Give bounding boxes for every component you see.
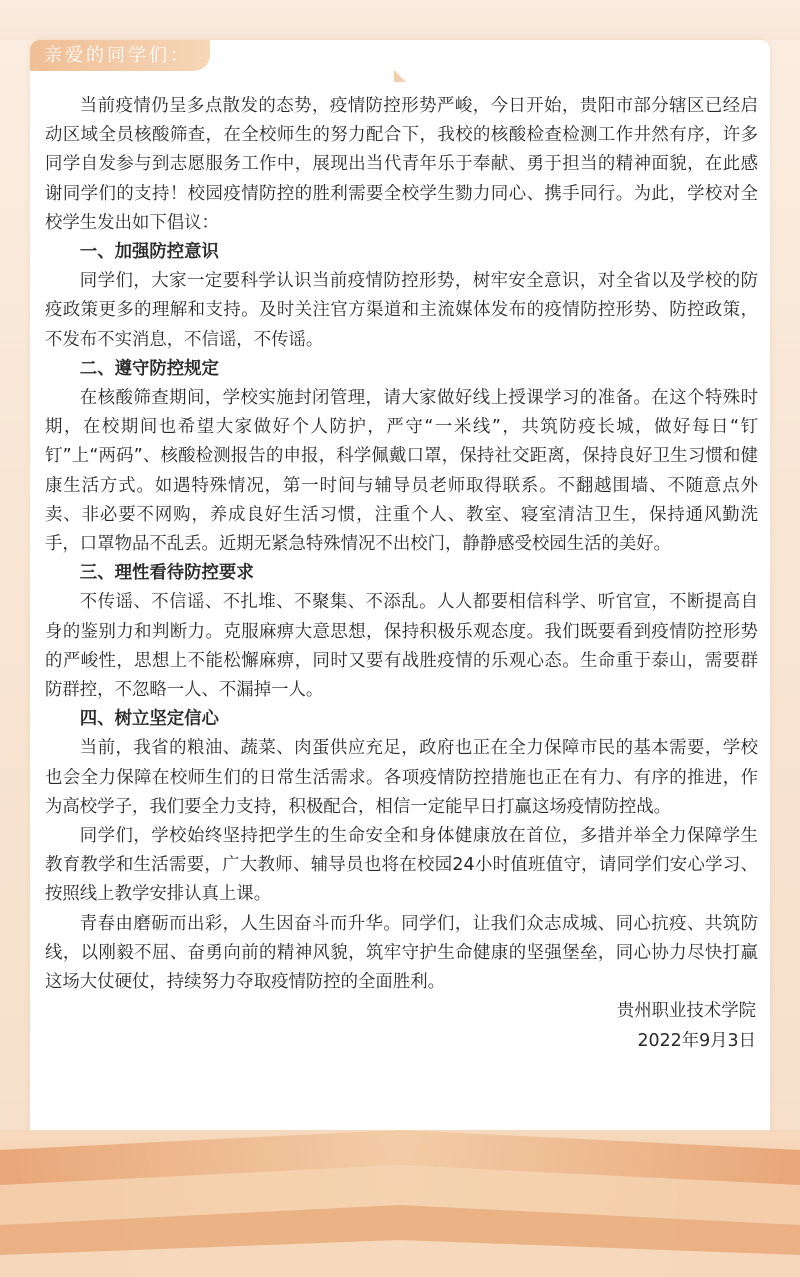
greeting-tag: 亲爱的同学们： (30, 40, 210, 71)
top-band (0, 0, 800, 40)
section-2-title: 二、遵守防控规定 (79, 358, 219, 379)
section-1-body: 同学们，大家一定要科学认识当前疫情防控形势，树牢安全意识，对全省以及学校的防疫政策更多的理解和支持。及时关注官方渠道和主流媒体发布的疫情防控形势、防控政策，不发布不实消息，不信谣，不传谣。 (45, 271, 758, 350)
letter-content (45, 92, 758, 1056)
card-corner-decoration (394, 70, 406, 82)
section-4-body: 当前，我省的粮油、蔬菜、肉蛋供应充足，政府也正在全力保障市民的基本需要，学校也会全力保障在校师生们的日常生活需求。各项疫情防控措施也正在有力、有序的推进，作为高校学子，我们要全力支持，积极配合，相信一定能早日打赢这场疫情防控战。 (45, 738, 758, 817)
section-2-body: 在核酸筛查期间，学校实施封闭管理，请大家做好线上授课学习的准备。在这个特殊时期，在校期间也希望大家做好个人防护，严守“一米线”，共筑防疫长城，做好每日“钉钉”上“两码”、核酸检测报告的申报，科学佩戴口罩，保持社交距离，保持良好卫生习惯和健康生活方式。如遇特殊情况，第一时间与辅导员老师取得联系。不翻越围墙、不随意点外卖、非必要不网购，养成良好生活习惯，注重个人、教室、寝室清洁卫生，保持通风勤洗手，口罩物品不乱丢。近期无紧急特殊情况不出校门，静静感受校园生活的美好。 (45, 388, 758, 555)
signature-org: 贵州职业技术学院 (616, 1001, 756, 1022)
section-3-body: 不传谣、不信谣、不扎堆、不聚集、不添乱。人人都要相信科学、听官宣，不断提高自身的鉴别力和判断力。克服麻痹大意思想，保持积极乐观态度。我们既要看到疫情防控形势的严峻性，思想上不能松懈麻痹，同时又要有战胜疫情的乐观心态。生命重于泰山，需要群防群控，不忽略一人、不漏掉一人。 (45, 592, 758, 701)
section-4-title: 四、树立坚定信心 (79, 709, 219, 730)
section-3-title: 三、理性看待防控要求 (79, 563, 254, 584)
closing-paragraph-1: 同学们，学校始终坚持把学生的生命安全和身体健康放在首位，多措并举全力保障学生教育教学和生活需要，广大教师、辅导员也将在校园24小时值班值守，请同学们安心学习、按照线上教学安排认真上课。 (45, 826, 758, 905)
intro-paragraph: 当前疫情仍呈多点散发的态势，疫情防控形势严峻，今日开始，贵阳市部分辖区已经启动区域全员核酸筛查，在全校师生的努力配合下，我校的核酸检查检测工作井然有序，许多同学自发参与到志愿服务工作中，展现出当代青年乐于奉献、勇于担当的精神面貌，在此感谢同学们的支持！校园疫情防控的胜利需要全校学生勠力同心、携手同行。为此，学校对全校学生发出如下倡议： (45, 96, 758, 233)
closing-paragraph-2: 青春由磨砺而出彩，人生因奋斗而升华。同学们，让我们众志成城、同心抗疫、共筑防线，以刚毅不屈、奋勇向前的精神风貌，筑牢守护生命健康的坚强堡垒，同心协力尽快打赢这场大仗硬仗，持续努力夺取疫情防控的全面胜利。 (45, 913, 758, 993)
bottom-decoration (0, 1130, 800, 1277)
section-1-title: 一、加强防控意识 (79, 242, 219, 263)
signature-date: 2022年9月3日 (637, 1030, 756, 1051)
